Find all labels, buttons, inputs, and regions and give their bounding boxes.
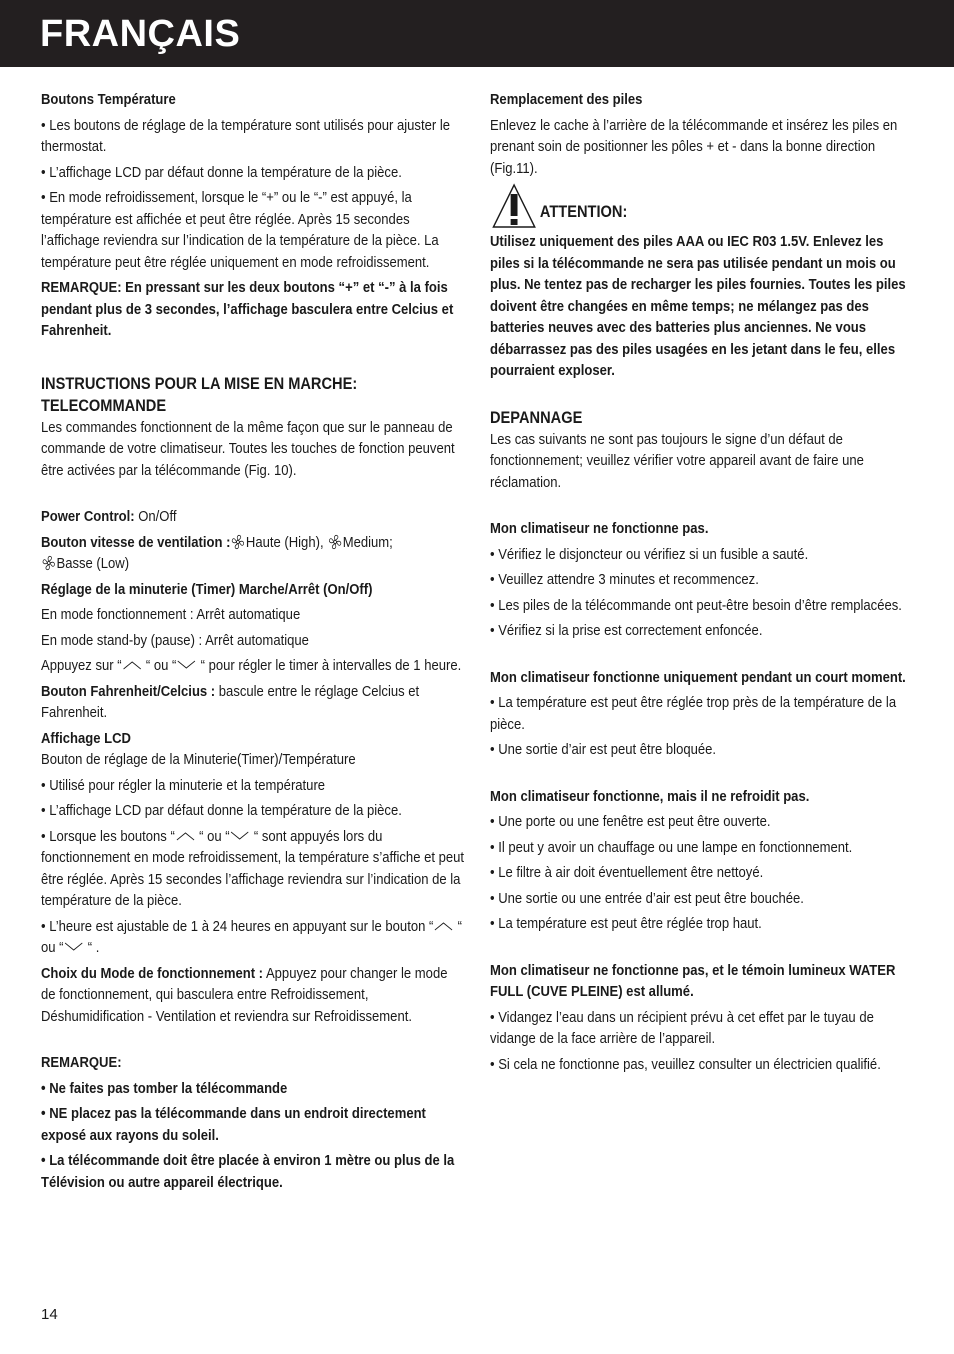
chevron-down-icon — [230, 831, 249, 841]
list-item: • Une sortie d’air est peut être bloquée. — [490, 741, 717, 758]
fan-low: Basse (Low) — [56, 555, 130, 572]
page-number: 14 — [41, 1306, 58, 1323]
fan-label: Bouton vitesse de ventilation : — [41, 533, 231, 551]
spacer — [490, 646, 914, 667]
right-column — [490, 89, 914, 1079]
remarque-item-2: • NE placez pas la télécommande dans un endroit directement exposé aux rayons du soleil. — [41, 1105, 426, 1144]
lcd-bullet-2: • L’affichage LCD par défaut donne la température de la pièce. — [41, 802, 402, 819]
power-value: On/Off — [134, 508, 177, 525]
attention-row — [490, 183, 914, 231]
mode-select — [41, 963, 465, 1028]
temp-buttons-heading: Boutons Température — [41, 91, 176, 108]
chevron-up-icon — [122, 660, 141, 670]
chevron-up-icon — [434, 921, 453, 931]
temp-bullet-2: • L’affichage LCD par défaut donne la température de la pièce. — [41, 163, 402, 181]
list-item: • Une porte ou une fenêtre est peut être ouverte. — [490, 813, 771, 830]
issue-heading-4: Mon climatiseur ne fonctionne pas, et le témoin lumineux WATER FULL (CUVE PLEINE) est allumé. — [490, 961, 896, 1000]
power-control — [41, 506, 465, 528]
text-fragment: “ ou “ — [142, 657, 177, 674]
remote-heading-line1: INSTRUCTIONS POUR LA MISE EN MARCHE: — [41, 373, 358, 393]
fan-icon — [328, 534, 342, 550]
temp-bullet-3: • En mode refroidissement, lorsque le “+” ou le “-” est appuyé, la température est affichée et peut être réglée. Après 15 secondes l’affichage reviendra sur l’indication de la température de la pièce. La température peut être réglée uniquement en mode refroidissement. — [41, 189, 439, 271]
list-item: • Une sortie ou une entrée d’air est peut être bouchée. — [490, 889, 804, 907]
issue-heading-3: Mon climatiseur fonctionne, mais il ne refroidit pas. — [490, 787, 810, 805]
list-item: • Vérifiez le disjoncteur ou vérifiez si un fusible a sauté. — [490, 545, 809, 563]
issue-heading-1: Mon climatiseur ne fonctionne pas. — [490, 520, 709, 537]
warning-triangle-icon — [492, 183, 537, 229]
list-item: • Vidangez l’eau dans un récipient prévu à cet effet par le tuyau de vidange de la face arrière de l’appareil. — [490, 1008, 874, 1047]
chevron-down-icon — [177, 660, 196, 670]
text-fragment: “ ou “ — [41, 917, 462, 956]
lcd-bullet-4 — [41, 916, 465, 959]
text-fragment: • Lorsque les boutons “ — [41, 827, 175, 845]
temp-note: REMARQUE: En pressant sur les deux boutons “+” et “-” à la fois pendant plus de 3 secondes, l’affichage basculera entre Celcius et Fahrenheit. — [41, 279, 454, 339]
attention-text: Utilisez uniquement des piles AAA ou IEC R03 1.5V. Enlevez les piles si la télécommande ne sera pas utilisée pendant un mois ou plus. Ne tentez pas de recharger les piles fournies. Toutes les piles doivent être changées en même temps; ne mélangez pas des batteries neuves avec des batteries plus anciennes. Ne vous débarrassez pas des piles usagées en les jetant dans le feu, elles pourraient exploser. — [490, 233, 906, 379]
text-fragment: “ . — [84, 939, 100, 956]
spacer — [490, 386, 914, 407]
list-item: • Veuillez attendre 3 minutes et recommencez. — [490, 571, 759, 588]
issue-heading-2: Mon climatiseur fonctionne uniquement pendant un court moment. — [490, 668, 906, 686]
text-fragment: • L’heure est ajustable de 1 à 24 heures en appuyant sur le bouton “ — [41, 917, 434, 935]
fahrenheit-label: Bouton Fahrenheit/Celcius : — [41, 682, 216, 700]
lcd-bullet-1: • Utilisé pour régler la minuterie et la température — [41, 776, 326, 794]
remarque-heading: REMARQUE: — [41, 1054, 122, 1071]
list-item: • Si cela ne fonctionne pas, veuillez consulter un électricien qualifié. — [490, 1055, 881, 1073]
mode-label: Choix du Mode de fonctionnement : — [41, 964, 264, 982]
header-bar — [0, 0, 954, 67]
list-item: • Le filtre à air doit éventuellement être nettoyé. — [490, 864, 764, 881]
chevron-down-icon — [64, 942, 83, 952]
spacer — [490, 497, 914, 518]
attention-label: ATTENTION: — [539, 202, 628, 221]
spacer — [490, 939, 914, 960]
text-fragment: “ pour régler le timer à intervalles de 1 heure. — [196, 657, 462, 674]
battery-heading: Remplacement des piles — [490, 91, 643, 108]
timer-standby: En mode stand-by (pause) : Arrêt automatique — [41, 631, 309, 649]
list-item: • Il peut y avoir un chauffage ou une lampe en fonctionnement. — [490, 838, 853, 856]
list-item: • Vérifiez si la prise est correctement enfoncée. — [490, 622, 763, 639]
text-fragment: Appuyez sur “ — [41, 657, 122, 674]
remarque-item-1: • Ne faites pas tomber la télécommande — [41, 1079, 288, 1097]
chevron-up-icon — [176, 831, 195, 841]
remote-heading-line2: TELECOMMANDE — [41, 395, 167, 415]
spacer — [41, 485, 465, 506]
fan-speed — [41, 532, 465, 575]
timer-running: En mode fonctionnement : Arrêt automatique — [41, 606, 301, 623]
fan-medium: Medium; — [342, 533, 393, 551]
page-title: FRANÇAIS — [40, 13, 241, 55]
fan-high: Haute (High), — [245, 533, 324, 551]
lcd-heading: Affichage LCD — [41, 729, 131, 747]
spacer — [490, 765, 914, 786]
left-column — [41, 89, 465, 1197]
text-fragment: “ sont appuyés lors du fonctionnement en mode refroidissement, la température s’affiche et peut être réglée. Après 15 secondes l’affichage reviendra sur l’indication de la température de la pièce. — [41, 827, 465, 909]
fan-icon — [231, 534, 245, 550]
list-item: • Les piles de la télécommande ont peut-être besoin d’être remplacées. — [490, 596, 902, 614]
spacer — [41, 346, 465, 373]
fahrenheit-text: bascule entre le réglage Celcius et Fahrenheit. — [41, 682, 420, 721]
troubleshoot-heading: DEPANNAGE — [490, 407, 583, 427]
temp-bullet-1: • Les boutons de réglage de la température sont utilisés pour ajuster le thermostat. — [41, 116, 450, 155]
troubleshoot-intro: Les cas suivants ne sont pas toujours le signe d’un défaut de fonctionnement; veuillez vérifier votre appareil avant de faire une réclamation. — [490, 430, 864, 491]
lcd-bullet-3 — [41, 826, 465, 912]
fahrenheit-celcius — [41, 681, 465, 724]
battery-text: Enlevez le cache à l’arrière de la télécommande et insérez les piles en prenant soin de positionner les pôles + et - dans la bonne direction (Fig.11). — [490, 116, 898, 177]
remarque-item-3: • La télécommande doit être placée à environ 1 mètre ou plus de la Télévision ou autre appareil électrique. — [41, 1152, 455, 1191]
fan-icon — [42, 555, 56, 571]
list-item: • La température est peut être réglée trop haut. — [490, 915, 762, 932]
remote-intro: Les commandes fonctionnent de la même façon que sur le panneau de commande de votre climatiseur. Toutes les touches de fonction peuvent être activées par la télécommande (Fig. 10). — [41, 418, 455, 479]
list-item: • La température est peut être réglée trop près de la température de la pièce. — [490, 694, 897, 733]
lcd-sub: Bouton de réglage de la Minuterie(Timer)/Température — [41, 751, 356, 768]
power-label: Power Control: — [41, 508, 135, 525]
text-fragment: “ ou “ — [195, 827, 230, 845]
spacer — [41, 1031, 465, 1052]
mode-text: Appuyez pour changer le mode de fonctionnement, qui basculera entre Refroidissement, Déshumidification - Ventilation et reviendra sur Refroidissement. — [41, 964, 448, 1025]
timer-press — [41, 655, 465, 677]
timer-heading: Réglage de la minuterie (Timer) Marche/Arrêt (On/Off) — [41, 580, 373, 598]
